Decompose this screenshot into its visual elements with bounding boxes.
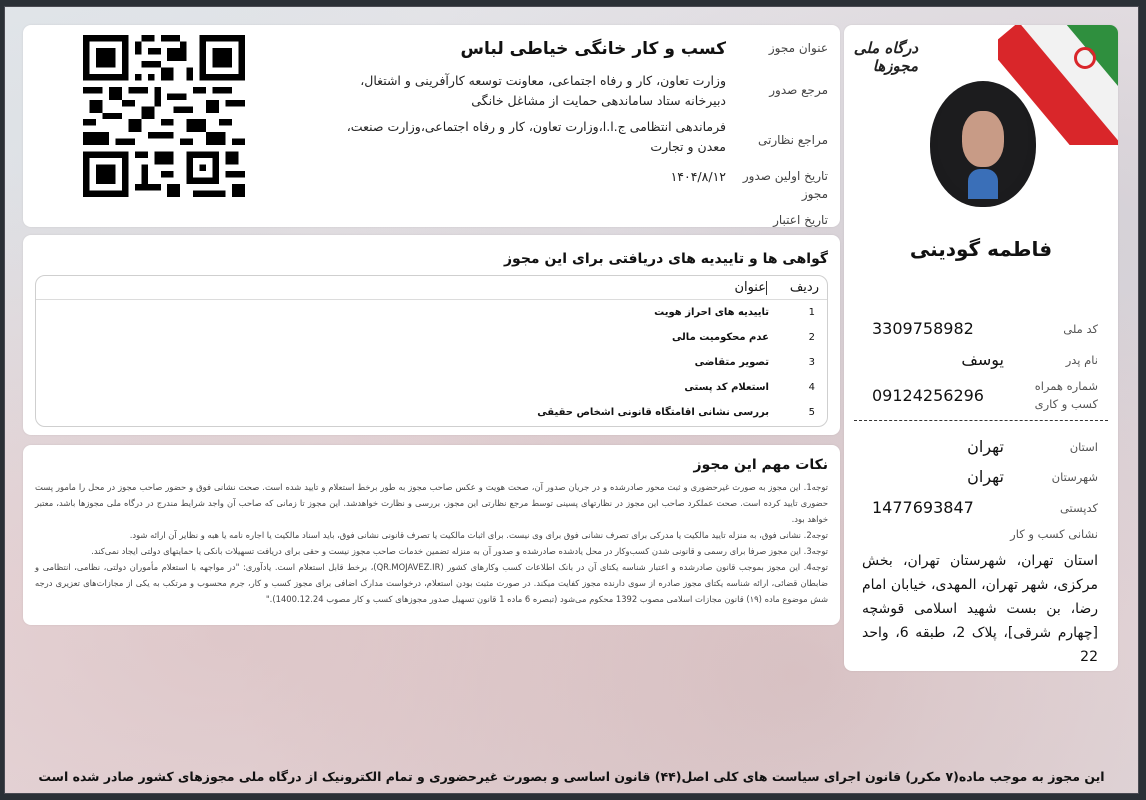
validity-date-value xyxy=(326,211,726,229)
issuer-row xyxy=(326,71,828,111)
legal-footer: این مجوز به موجب ماده(۷ مکرر) قانون اجرای سیاست های کلی اصل(۴۴) قانون اساسی و بصورت غیرحضوری و تمام الکترونیک از درگاه ملی مجوزهای کشور صادر شده است xyxy=(38,769,1105,784)
certificates-title: گواهی ها و تاییدیه های دریافتی برای این مجوز xyxy=(503,251,828,267)
row-number: 2 xyxy=(808,332,815,343)
holder-name: فاطمه گودینی xyxy=(909,237,1053,261)
field-label: کدپستی xyxy=(1059,500,1098,515)
holder-profile-card xyxy=(844,25,1118,671)
row-title: بررسی نشانی اقامتگاه قانونی اشخاص حقیقی xyxy=(537,407,769,418)
field-label: کد ملی xyxy=(1063,321,1098,336)
license-title-row xyxy=(326,39,828,59)
field-label: مراجع نظارتی xyxy=(758,133,828,147)
province-value: تهران xyxy=(967,437,1004,456)
supervisors-row xyxy=(326,117,828,157)
row-title: عدم محکومیت مالی xyxy=(671,332,769,343)
province-row xyxy=(862,437,1098,456)
national-id-row xyxy=(862,319,1098,338)
mobile-value: 09124256296 xyxy=(872,385,984,405)
table-row xyxy=(36,350,827,375)
note-paragraph: توجه3. این مجوز صرفا برای رسمی و قانونی شدن کسب‌وکار در محل یادشده صادرشده و صدور آن به منزله تضمین خدمات صاحب مجوز نیست و حقی برای دریافت تسهیلات بانکی یا حمایتهای دولتی ایجاد نمی‌کند. xyxy=(91,546,828,556)
table-row xyxy=(36,400,827,425)
dashed-divider xyxy=(854,420,1108,421)
postal-code-row xyxy=(862,498,1098,517)
portal-logo: درگاه ملی مجوزها xyxy=(853,39,918,75)
father-name-row xyxy=(862,350,1098,369)
note-paragraph: توجه2. نشانی فوق، به منزله تایید مالکیت یا مدرکی برای تصرف نشانی فوق برای وی نیست. برای اثبات مالکیت یا تصرف قانونی نشانی فوق، باید اسناد مالکیت یا اجاره نامه یا هبه و نظایر آن ارائه شود. xyxy=(129,530,828,540)
table-row xyxy=(36,375,827,400)
father-name-value: یوسف xyxy=(961,350,1004,369)
license-document xyxy=(4,6,1139,794)
first-issue-date-value: ۱۴۰۴/۸/۱۲ xyxy=(670,169,726,184)
field-label: عنوان مجوز xyxy=(768,41,828,55)
field-label: شماره همراه کسب و کاری xyxy=(1034,379,1098,411)
license-info-card xyxy=(23,25,840,227)
note-paragraph: توجه4. این مجوز بموجب قانون صادرشده و اعتبار شناسه یکتای آن در بانک اطلاعات کسب وکارهای کشور (QR.MOJAVEZ.IR)، برخط قابل استعلام است. یادآوری: "در مواجهه با استعلام مأموران دولتی، نظامی، انتظامی و ضابطان قضائی، ارائه شناسه یکتای مجوز صادره از سوی دارنده مجوز کفایت میکند. در صورت مثبت بودن استعلام، درخواست مدارک اضافی برای مجوز کسب و کار، جرم محسوب و مرتکب به یکی از مجازات‌های تعزیری درجه شش موضوع ماده (۱۹) قانون مجازات اسلامی مصوب 1392 محکوم می‌شود (تبصره 6 ماده 1 قانون تسهیل صدور مجوزهای کسب و کار مصوب 1400.12.24)." xyxy=(35,562,828,604)
mobile-row xyxy=(862,377,1098,413)
license-title: کسب و کار خانگی خیاطی لباس xyxy=(460,39,726,59)
city-row xyxy=(862,467,1098,486)
column-header-title: عنوان xyxy=(734,280,766,295)
supervisors-value: فرماندهی انتظامی ج.ا.ا،وزارت تعاون، کار و رفاه اجتماعی،وزارت صنعت، معدن و تجارت xyxy=(346,119,726,154)
certificates-table xyxy=(35,275,828,427)
address-label: نشانی کسب و کار xyxy=(1010,527,1098,541)
city-value: تهران xyxy=(967,467,1004,486)
row-number: 3 xyxy=(808,357,815,368)
important-notes-card xyxy=(23,445,840,625)
field-label: تاریخ اعتبار xyxy=(773,213,828,227)
column-separator xyxy=(766,281,767,295)
postal-code-value: 1477693847 xyxy=(872,498,974,517)
table-row xyxy=(36,325,827,350)
row-number: 4 xyxy=(808,382,815,393)
row-title: استعلام کد پستی xyxy=(684,382,769,393)
certificates-card xyxy=(23,235,840,435)
national-id-value: 3309758982 xyxy=(872,319,974,338)
row-number: 1 xyxy=(808,307,815,318)
field-label: تاریخ اولین صدور مجوز xyxy=(742,169,828,201)
field-label: نام پدر xyxy=(1065,352,1098,367)
qr-code[interactable] xyxy=(83,35,245,197)
notes-title: نکات مهم این مجوز xyxy=(693,457,828,473)
row-title: تصویر متقاضی xyxy=(694,357,769,368)
validity-date-row xyxy=(326,211,828,229)
note-paragraph: توجه1. این مجوز به صورت غیرحضوری و ثبت محور صادرشده و در جریان صدور آن، صحت هویت و عکس صاحب مجوز به طور برخط استعلام و تایید شده است. صحت نشانی فوق و حضور صاحب مجوز در محل را مامور پست حضوری تایید کرده است. صحت عملکرد صاحب این مجوز در نظارتهای پسینی توسط مرجع نظارتی این مجوز، بررسی و نظارت خواهدشد. این مجوز تا زمانی که صاحب آن واجد شرایط مندرج در درگاه ملی مجوزها باشد، معتبر خواهد بود. xyxy=(35,482,828,524)
notes-body xyxy=(35,479,828,607)
table-row xyxy=(36,300,827,325)
table-header xyxy=(36,276,827,300)
first-issue-date-row xyxy=(326,167,828,203)
issuer-value: وزارت تعاون، کار و رفاه اجتماعی، معاونت توسعه کارآفرینی و اشتغال، دبیرخانه ستاد ساماندهی حمایت از مشاغل خانگی xyxy=(360,73,726,108)
row-number: 5 xyxy=(808,407,815,418)
row-title: تاییدیه های احراز هویت xyxy=(654,307,769,318)
field-label: مرجع صدور xyxy=(769,83,828,97)
holder-photo xyxy=(930,81,1036,207)
field-label: استان xyxy=(1069,439,1098,454)
field-label: شهرستان xyxy=(1051,469,1098,484)
business-address: استان تهران، شهرستان تهران، بخش مرکزی، شهر تهران، المهدی، خیابان امام رضا، بن بست شهید اسلامی قوشچه [چهارم شرقی]، پلاک 2، طبقه 6، واحد 22 xyxy=(862,553,1098,665)
column-header-row-number: ردیف xyxy=(789,280,819,295)
